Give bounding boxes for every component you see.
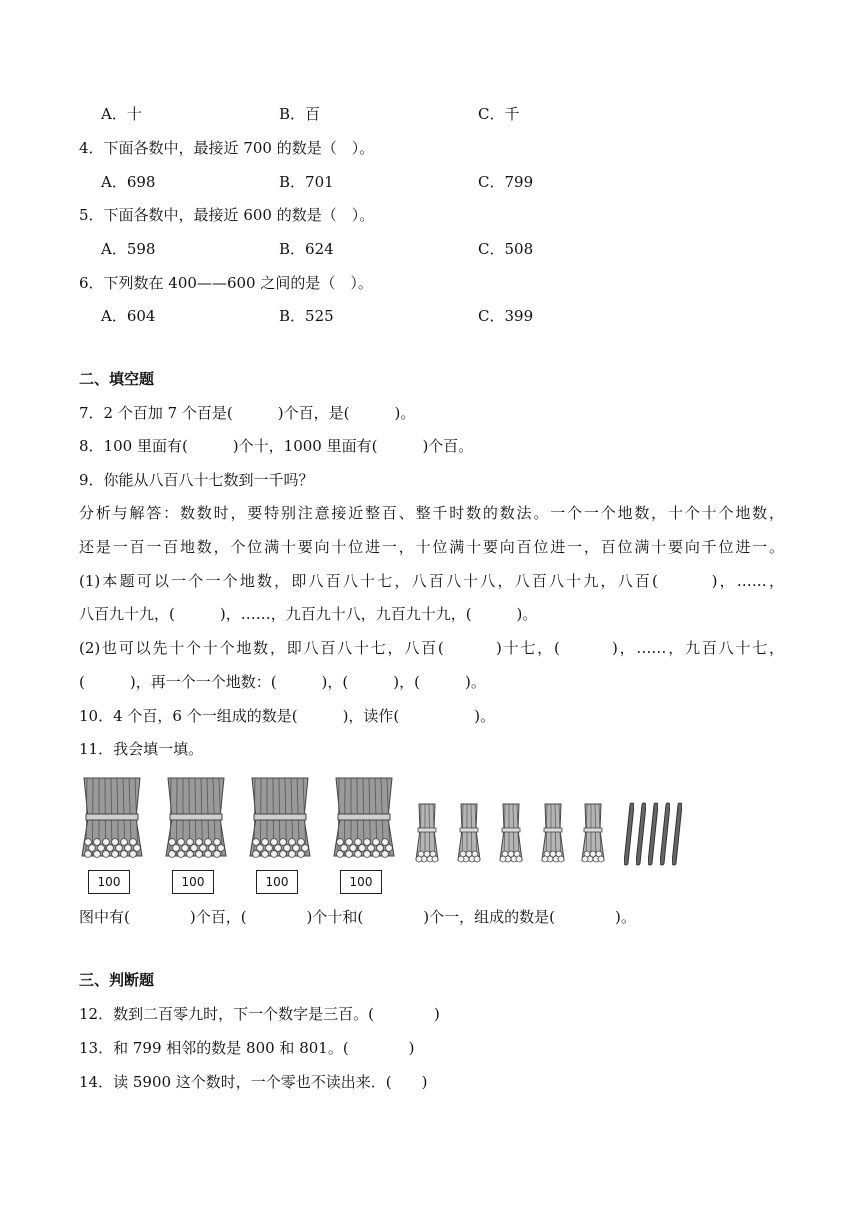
q7-text: 7．2 个百加 7 个百是( )个百，是( )。 xyxy=(79,404,416,422)
hundred-bundle-icon xyxy=(78,770,146,864)
hundred-bundle-icon xyxy=(330,770,398,864)
hundred-label-box: 100 xyxy=(172,870,214,894)
single-stick-icon xyxy=(672,802,682,866)
part2-line-1: (2)也可以先十个十个地数，即八百八十七，八百( )十七，( )，……，九百八十七， xyxy=(79,639,784,657)
hundred-bundle-icon xyxy=(162,770,230,864)
q4-stem: 4．下面各数中，最接近 700 的数是（ ）。 xyxy=(79,139,375,157)
single-stick-icon xyxy=(660,802,670,866)
q4-option-a: A．698 xyxy=(101,173,156,191)
analysis-line-1: 分析与解答：数数时，要特别注意接近整百、整千时数的数法。一个一个地数，十个十个地数， xyxy=(79,504,784,522)
single-stick-icon xyxy=(624,802,634,866)
q3-option-b: B．百 xyxy=(279,105,321,123)
q10-text: 10．4 个百，6 个一组成的数是( )，读作( )。 xyxy=(79,707,496,725)
hundred-bundle-icon xyxy=(246,770,314,864)
ten-bundle-icon xyxy=(412,800,442,866)
q5-stem: 5．下面各数中，最接近 600 的数是（ ）。 xyxy=(79,206,375,224)
q4-option-b: B．701 xyxy=(279,173,334,191)
single-stick-icon xyxy=(636,802,646,866)
q4-option-c: C．799 xyxy=(478,173,534,191)
q6-option-a: A．604 xyxy=(101,307,156,325)
q14-text: 14．读 5900 这个数时，一个零也不读出来．( ) xyxy=(79,1073,428,1091)
q12-text: 12．数到二百零九时，下一个数字是三百。( ) xyxy=(79,1005,440,1023)
single-stick-icon xyxy=(648,802,658,866)
part1-line-2: 八百九十九，( )，……，九百九十八，九百九十九，( )。 xyxy=(79,605,538,623)
analysis-line-2: 还是一百一百地数，个位满十要向十位进一，十位满十要向百位进一，百位满十要向千位进一。 xyxy=(79,538,784,556)
q11-text: 11．我会填一填。 xyxy=(79,740,204,758)
q11-answer-line: 图中有( )个百，( )个十和( )个一，组成的数是( )。 xyxy=(79,908,636,926)
q6-option-c: C．399 xyxy=(478,307,534,325)
q5-option-c: C．508 xyxy=(478,240,534,258)
hundred-label-box: 100 xyxy=(256,870,298,894)
part1-line-1: (1)本题可以一个一个地数，即八百八十七，八百八十八，八百八十九，八百( )，……， xyxy=(79,572,784,590)
q3-option-c: C．千 xyxy=(478,105,520,123)
q8-text: 8．100 里面有( )个十，1000 里面有( )个百。 xyxy=(79,437,474,455)
hundred-label-box: 100 xyxy=(88,870,130,894)
q13-text: 13．和 799 相邻的数是 800 和 801。( ) xyxy=(79,1039,415,1057)
ten-bundle-icon xyxy=(496,800,526,866)
q5-option-a: A．598 xyxy=(101,240,156,258)
q3-option-a: A．十 xyxy=(101,105,142,123)
ten-bundle-icon xyxy=(538,800,568,866)
part2-line-2: ( )，再一个一个地数：( )，( )，( )。 xyxy=(79,673,486,691)
ten-bundle-icon xyxy=(578,800,608,866)
section-fill-in-title: 二、填空题 xyxy=(79,370,155,388)
hundred-label-box: 100 xyxy=(340,870,382,894)
section-judge-title: 三、判断题 xyxy=(79,971,155,989)
q6-option-b: B．525 xyxy=(279,307,334,325)
q9-text: 9．你能从八百八十七数到一千吗？ xyxy=(79,471,314,489)
q6-stem: 6．下列数在 400——600 之间的是（ ）。 xyxy=(79,274,373,292)
q5-option-b: B．624 xyxy=(279,240,334,258)
ten-bundle-icon xyxy=(454,800,484,866)
